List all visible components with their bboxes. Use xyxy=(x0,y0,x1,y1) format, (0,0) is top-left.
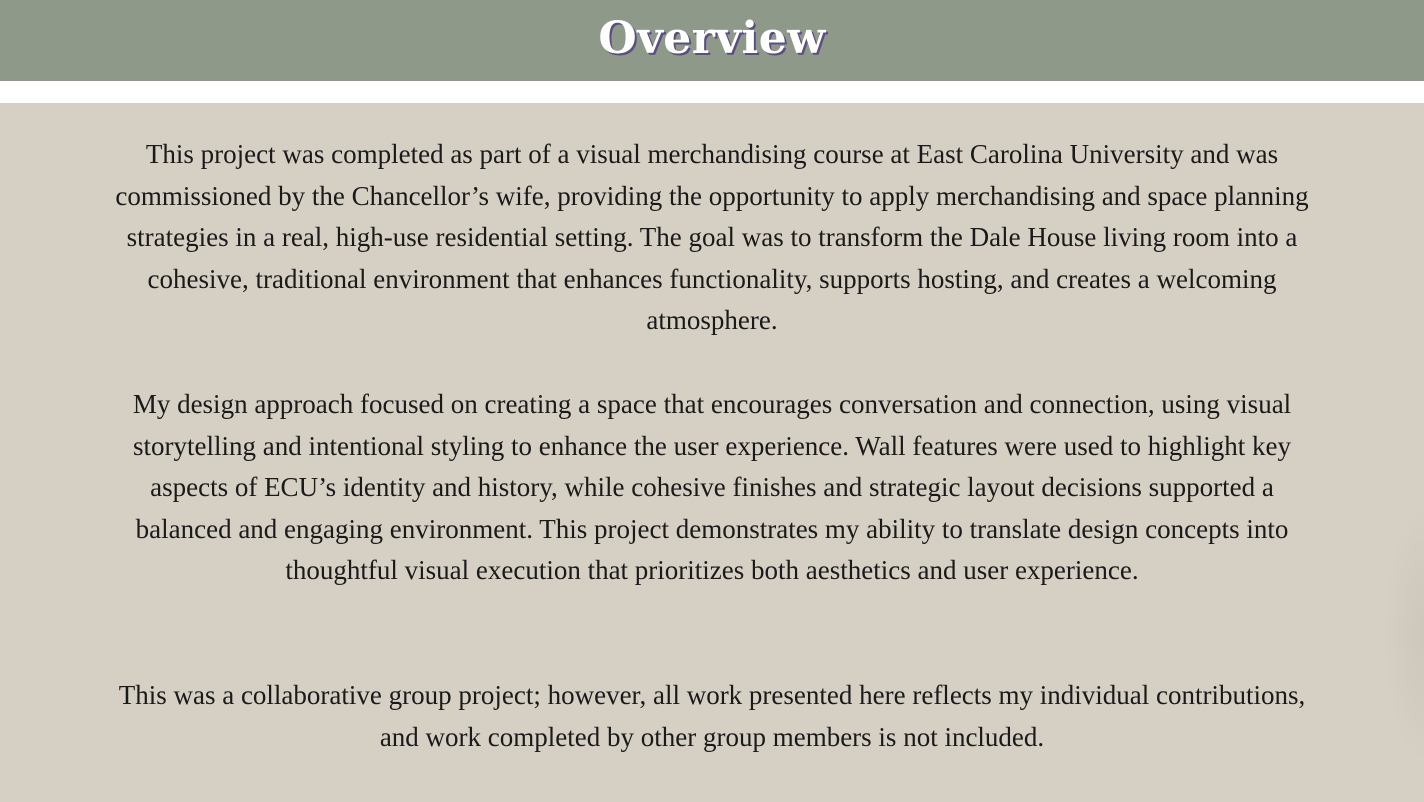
overview-content xyxy=(0,103,1424,802)
overview-paragraph-collaboration: This was a collaborative group project; however, all work presented here reflects my individual contributions, and work completed by other group members is not included. xyxy=(118,680,1306,752)
header-band xyxy=(0,0,1424,81)
edge-shadow xyxy=(1384,503,1424,763)
overview-paragraph-project: This project was completed as part of a visual merchandising course at East Carolina University and was commissioned by the Chancellor’s wife, providing the opportunity to apply merchandising and space planning strategies in a real, high-use residential setting. The goal was to transform the Dale House living room into a cohesive, traditional environment that enhances functionality, supports hosting, and creates a welcoming atmosphere. xyxy=(115,139,1309,335)
divider-strip xyxy=(0,81,1424,103)
page-title: Overview xyxy=(598,12,826,64)
overview-paragraph-approach: My design approach focused on creating a space that encourages conversation and connection, using visual storytelling and intentional styling to enhance the user experience. Wall features were used to highlight key aspects of ECU’s identity and history, while cohesive finishes and strategic layout decisions supported a balanced and engaging environment. This project demonstrates my ability to translate design concepts into thoughtful visual execution that prioritizes both aesthetics and user experience. xyxy=(132,389,1292,585)
